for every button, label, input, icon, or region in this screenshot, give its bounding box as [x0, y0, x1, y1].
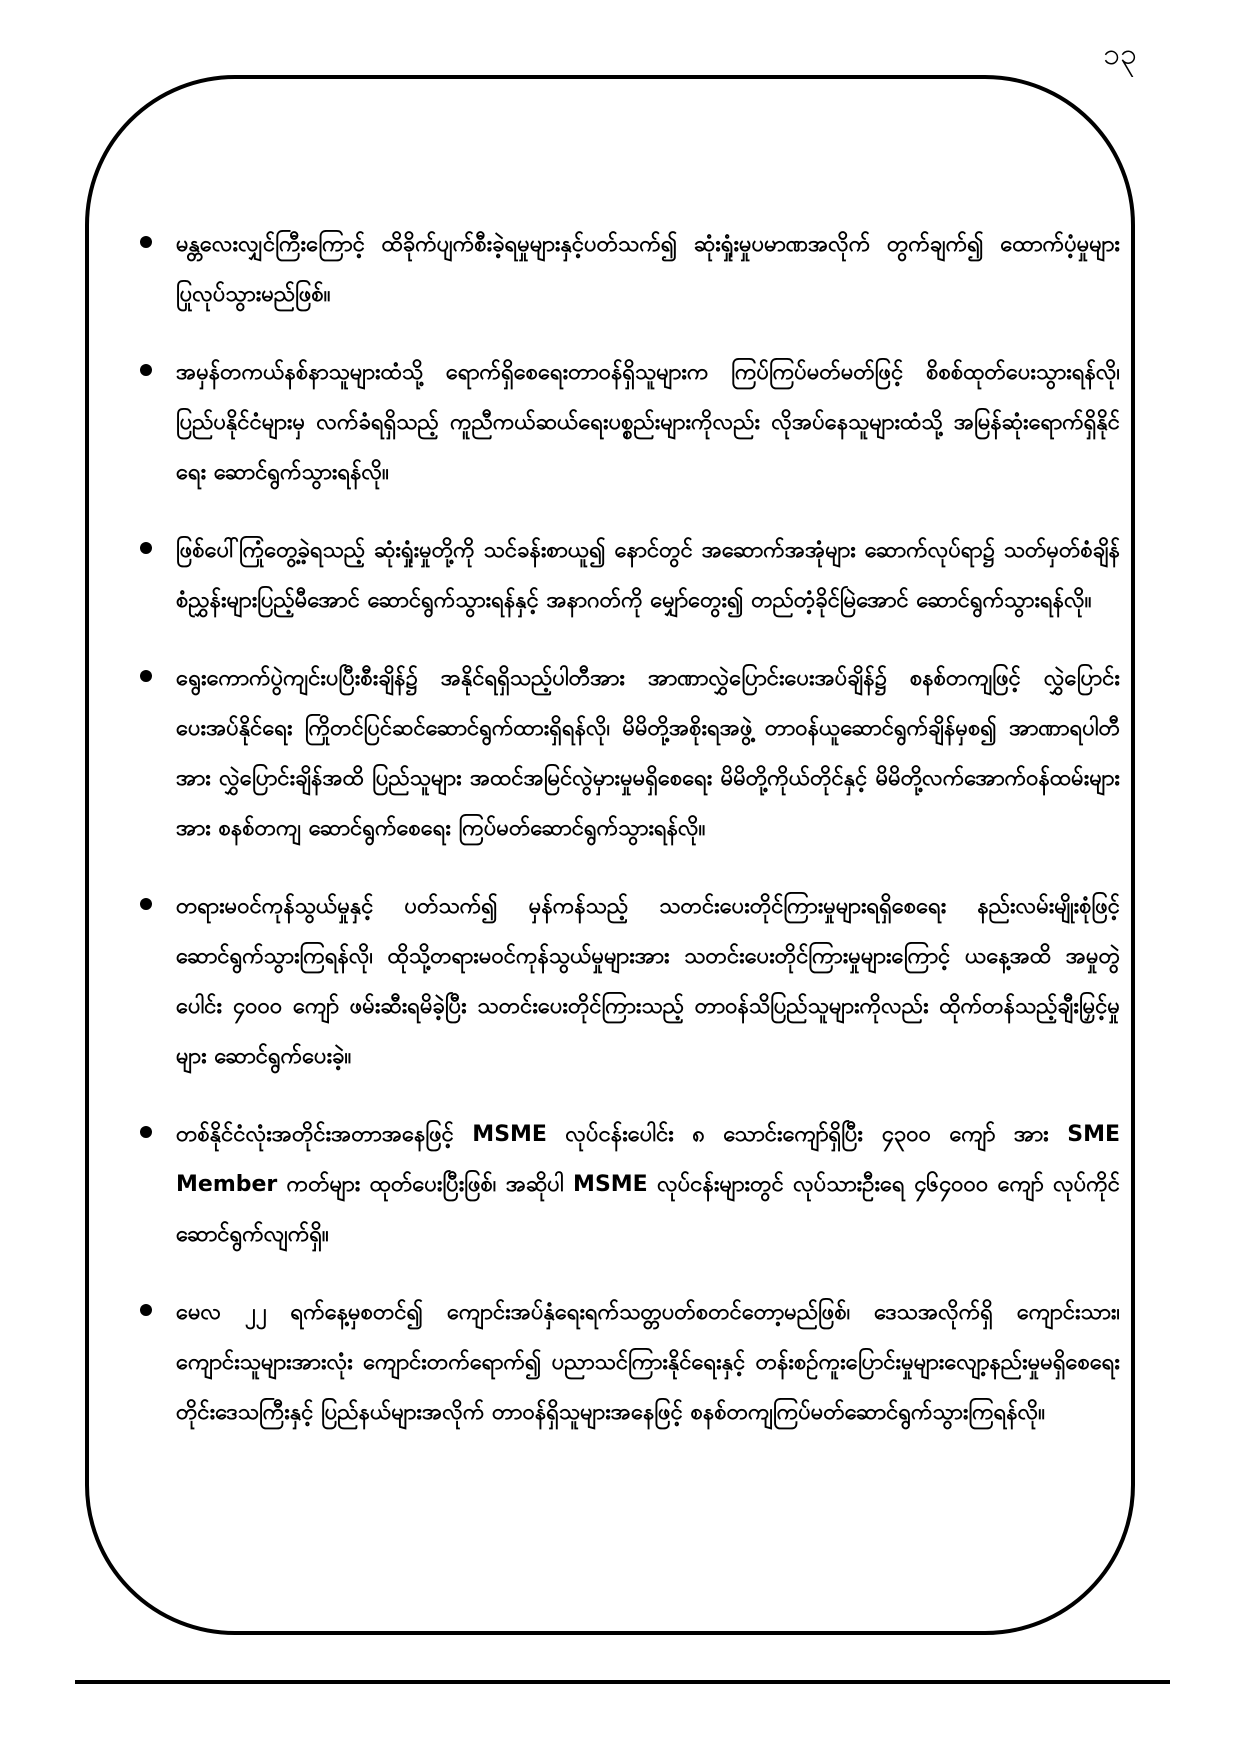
bullet-item: [140, 526, 1120, 626]
bullet-dot-icon: [140, 364, 152, 376]
bullet-dot-icon: [140, 1126, 152, 1138]
bullet-content: [140, 220, 1120, 1466]
bullet-text: မေလ ၂၂ ရက်နေ့မှစတင်၍ ကျောင်းအပ်နှံရေးရက်သတ္တပတ်စတင်တော့မည်ဖြစ်၊ ဒေသအလိုက်ရှိ ကျောင်းသား၊ ကျောင်းသူများအားလုံး ကျောင်းတက်ရောက်၍ ပညာသင်ကြားနိုင်ရေးနှင့် တန်းစဉ်ကူးပြောင်းမှုများလျော့နည်းမှုမရှိစေရေး တိုင်းဒေသကြီးနှင့် ပြည်နယ်များအလိုက် တာဝန်ရှိသူများအနေဖြင့် စနစ်တကျကြပ်မတ်ဆောင်ရွက်သွားကြရန်လို။: [176, 1300, 1120, 1425]
bullet-text: တစ်နိုင်ငံလုံးအတိုင်းအတာအနေဖြင့် MSME လုပ်ငန်းပေါင်း ၈ သောင်းကျော်ရှိပြီး ၄၃၀၀ ကျော် အား SME Member ကတ်များ ထုတ်ပေးပြီးဖြစ်၊ အဆိုပါ MSME လုပ်ငန်းများတွင် လုပ်သားဦးရေ ၄၆၄၀၀၀ ကျော် လုပ်ကိုင်ဆောင်ရွက်လျက်ရှိ။: [176, 1122, 1120, 1247]
page-number: ၁၃: [1103, 37, 1137, 72]
bullet-item: [140, 348, 1120, 498]
footer-rule: [75, 1680, 1170, 1684]
bullet-dot-icon: [140, 1304, 152, 1316]
bullet-dot-icon: [140, 542, 152, 554]
bullet-list: [140, 220, 1120, 1438]
bullet-text: ရွေးကောက်ပွဲကျင်းပပြီးစီးချိန်၌ အနိုင်ရရှိသည့်ပါတီအား အာဏာလွှဲပြောင်းပေးအပ်ချိန်၌ စနစ်တကျဖြင့် လွှဲပြောင်းပေးအပ်နိုင်ရေး ကြိုတင်ပြင်ဆင်ဆောင်ရွက်ထားရှိရန်လို၊ မိမိတို့အစိုးရအဖွဲ့ တာဝန်ယူဆောင်ရွက်ချိန်မှစ၍ အာဏာရပါတီအား လွှဲပြောင်းချိန်အထိ ပြည်သူများ အထင်အမြင်လွဲမှားမှုမရှိစေရေး မိမိတို့ကိုယ်တိုင်နှင့် မိမိတို့လက်အောက်ဝန်ထမ်းများအား စနစ်တကျ ဆောင်ရွက်စေရေး ကြပ်မတ်ဆောင်ရွက်သွားရန်လို။: [176, 666, 1120, 841]
bullet-item: [140, 1110, 1120, 1260]
bullet-item: [140, 1288, 1120, 1438]
bullet-dot-icon: [140, 236, 152, 248]
bullet-item: [140, 220, 1120, 320]
bullet-item: [140, 654, 1120, 854]
bullet-dot-icon: [140, 898, 152, 910]
bullet-text: မန္တလေးလျှင်ကြီးကြောင့် ထိခိုက်ပျက်စီးခဲ့ရမှုများနှင့်ပတ်သက်၍ ဆုံးရှုံးမှုပမာဏအလိုက် တွက်ချက်၍ ထောက်ပံ့မှုများပြုလုပ်သွားမည်ဖြစ်။: [176, 232, 1120, 307]
bullet-text: တရားမဝင်ကုန်သွယ်မှုနှင့် ပတ်သက်၍ မှန်ကန်သည့် သတင်းပေးတိုင်ကြားမှုများရရှိစေရေး နည်းလမ်းမျိုးစုံဖြင့် ဆောင်ရွက်သွားကြရန်လို၊ ထိုသို့တရားမဝင်ကုန်သွယ်မှုများအား သတင်းပေးတိုင်ကြားမှုများကြောင့် ယနေ့အထိ အမှုတွဲပေါင်း ၄၀၀၀ ကျော် ဖမ်းဆီးရမိခဲ့ပြီး သတင်းပေးတိုင်ကြားသည့် တာဝန်သိပြည်သူများကိုလည်း ထိုက်တန်သည့်ချီးမြှင့်မှုများ ဆောင်ရွက်ပေးခဲ့။: [176, 894, 1120, 1069]
bullet-text: ဖြစ်ပေါ်ကြုံတွေ့ခဲ့ရသည့် ဆုံးရှုံးမှုတို့ကို သင်ခန်းစာယူ၍ နောင်တွင် အဆောက်အအုံများ ဆောက်လုပ်ရာ၌ သတ်မှတ်စံချိန်စံညွှန်းများပြည့်မီအောင် ဆောင်ရွက်သွားရန်နှင့် အနာဂတ်ကို မျှော်တွေး၍ တည်တံ့ခိုင်မြဲအောင် ဆောင်ရွက်သွားရန်လို။: [176, 538, 1120, 613]
bullet-item: [140, 882, 1120, 1082]
bullet-text: အမှန်တကယ်နစ်နာသူများထံသို့ ရောက်ရှိစေရေးတာဝန်ရှိသူများက ကြပ်ကြပ်မတ်မတ်ဖြင့် စိစစ်ထုတ်ပေးသွားရန်လို၊ ပြည်ပနိုင်ငံများမှ လက်ခံရရှိသည့် ကူညီကယ်ဆယ်ရေးပစ္စည်းများကိုလည်း လိုအပ်နေသူများထံသို့ အမြန်ဆုံးရောက်ရှိနိုင်ရေး ဆောင်ရွက်သွားရန်လို။: [176, 360, 1120, 485]
bullet-dot-icon: [140, 670, 152, 682]
